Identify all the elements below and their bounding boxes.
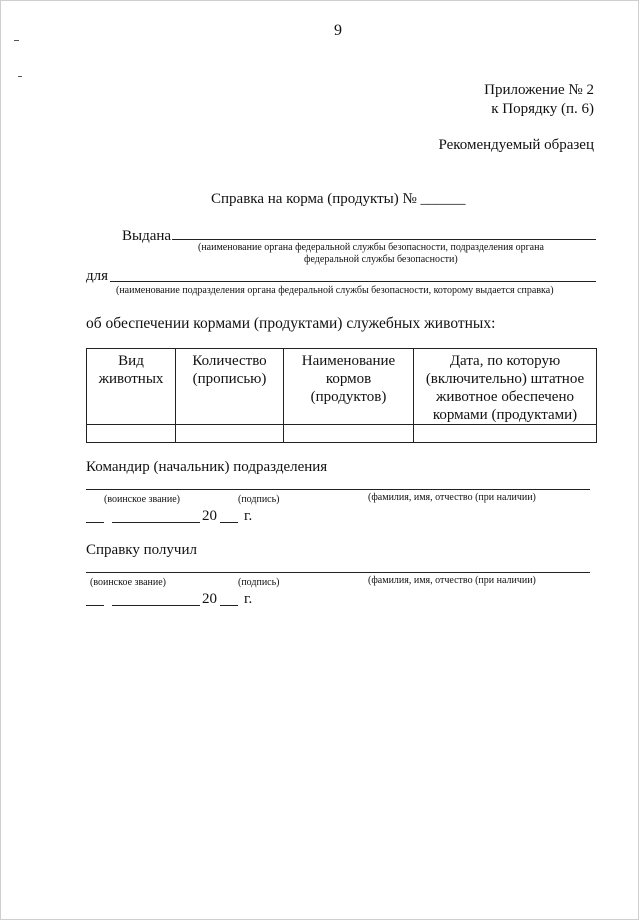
commander-rank-hint: (воинское звание) [104, 494, 180, 505]
commander-sign-hint: (подпись) [238, 494, 280, 505]
for-hint: (наименование подразделения органа федеральной службы безопасности, которому выдается справка) [116, 285, 554, 296]
recommended-sample: Рекомендуемый образец [438, 137, 594, 153]
table-cell [176, 425, 284, 443]
commander-year-suffix: г. [244, 508, 253, 524]
table-header-row [87, 349, 597, 425]
receiver-year-prefix: 20 [202, 591, 217, 607]
table-cell [414, 425, 597, 443]
receiver-heading: Справку получил [86, 542, 197, 558]
receiver-sign-hint: (подпись) [238, 577, 280, 588]
header-feed-name: Наименование кормов (продуктов) [284, 349, 414, 425]
receiver-year-line [220, 605, 238, 606]
appendix-number: Приложение № 2 [484, 82, 594, 98]
header-quantity: Количество (прописью) [176, 349, 284, 425]
receiver-year-suffix: г. [244, 591, 253, 607]
commander-signature-line [86, 489, 590, 490]
table-row [87, 425, 597, 443]
document-title: Справка на корма (продукты) № ______ [211, 191, 466, 207]
table-cell [87, 425, 176, 443]
commander-year-line [220, 522, 238, 523]
feed-table [86, 348, 597, 443]
receiver-signature-line [86, 572, 590, 573]
receiver-rank-hint: (воинское звание) [90, 577, 166, 588]
commander-year-prefix: 20 [202, 508, 217, 524]
header-animal-type: Вид животных [87, 349, 176, 425]
commander-name-hint: (фамилия, имя, отчество (при наличии) [368, 492, 536, 503]
table-cell [284, 425, 414, 443]
commander-day-line [86, 522, 104, 523]
scan-speck [14, 40, 19, 41]
commander-heading: Командир (начальник) подразделения [86, 459, 328, 475]
receiver-day-line [86, 605, 104, 606]
issued-hint-2: федеральной службы безопасности) [304, 254, 458, 265]
header-date: Дата, по которую (включительно) штатное животное обеспечено кормами (продуктами) [414, 349, 597, 425]
receiver-month-line [112, 605, 200, 606]
for-label: для [86, 268, 109, 284]
receiver-name-hint: (фамилия, имя, отчество (при наличии) [368, 575, 536, 586]
issued-label: Выдана [122, 228, 172, 244]
commander-month-line [112, 522, 200, 523]
subject-line: об обеспечении кормами (продуктами) служебных животных: [86, 315, 496, 332]
appendix-reference: к Порядку (п. 6) [491, 101, 594, 117]
issued-hint-1: (наименование органа федеральной службы безопасности, подразделения органа [198, 242, 544, 253]
issued-line [172, 239, 596, 240]
page-number: 9 [334, 22, 342, 39]
for-line [110, 281, 596, 282]
scan-speck [18, 76, 22, 77]
